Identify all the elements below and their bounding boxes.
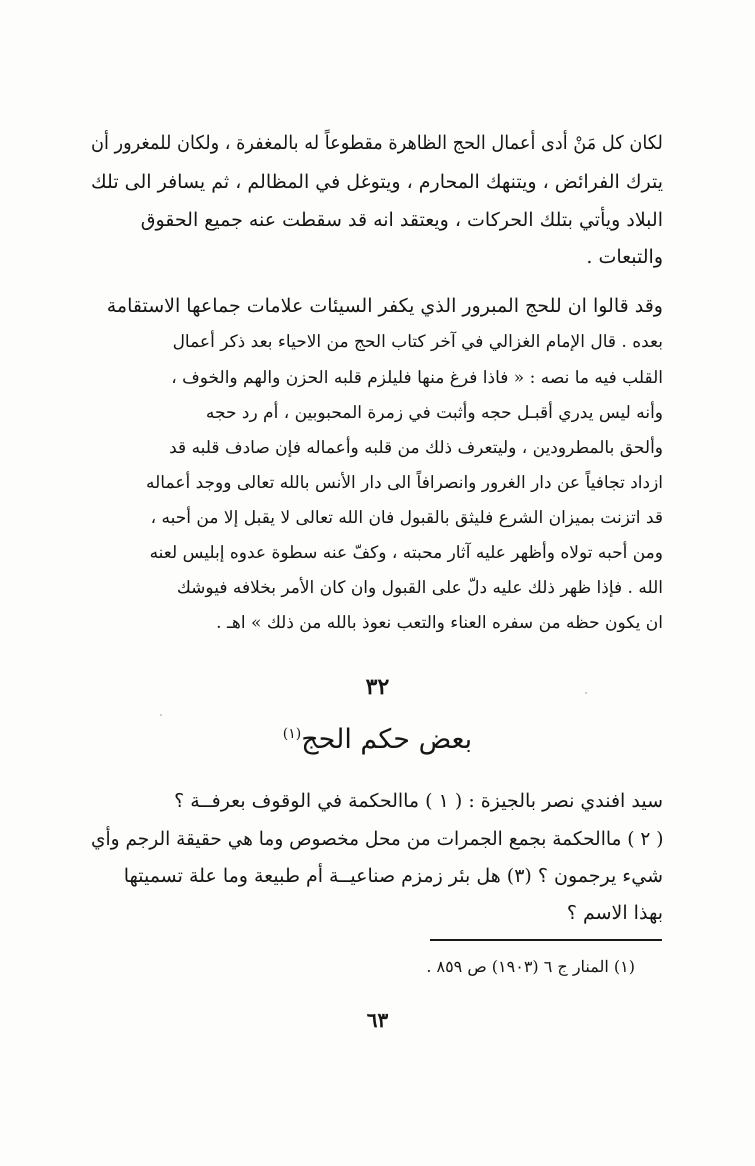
paragraph-3-line-3: شيء يرجمون ؟ (٣) هل بئر زمزم صناعيــة أم طبيعة وما علة تسميتها: [123, 865, 663, 887]
paragraph-1-line-2: يترك الفرائض ، ويتنهك المحارم ، ويتوغل في المظالم ، ثم يسافر الى تلك: [91, 171, 663, 193]
page-number: ٦٣: [366, 1008, 389, 1032]
paragraph-2-line-2: بعده . قال الإمام الغزالي في آخر كتاب الحج من الاحياء بعد ذكر أعمال: [172, 332, 663, 352]
section-number: ٣٢: [365, 674, 390, 700]
paragraph-2-line-7: قد اتزنت بميزان الشرع فليثق بالقبول فان الله تعالى لا يقبل إلا من أحبه ،: [150, 508, 663, 528]
paragraph-3-line-2: ( ٢ ) ماالحكمة بجمع الجمرات من محل مخصوص وما هي حقيقة الرجم وأي: [90, 828, 663, 850]
paragraph-2-line-5: وألحق بالمطرودين ، وليتعرف ذلك من قلبه وأعماله فإن صادف قلبه قد: [169, 438, 663, 458]
section-title-wrap: [0, 724, 755, 755]
paragraph-3-line-4: بهذا الاسم ؟: [566, 902, 663, 924]
scan-speck: [160, 714, 162, 716]
paragraph-1-line-3: البلاد ويأتي بتلك الحركات ، ويعتقد انه قد سقطت عنه جميع الحقوق: [140, 209, 663, 231]
paragraph-2-line-9: الله . فإذا ظهر ذلك عليه دلّ على القبول وان كان الأمر بخلافه فيوشك: [176, 578, 663, 598]
section-title-footnote-marker: (١): [282, 726, 302, 742]
paragraph-2-line-6: ازداد تجافياً عن دار الغرور وانصرافاً الى دار الأنس بالله تعالى ووجد أعماله: [146, 473, 663, 493]
paragraph-2-line-4: وأنه ليس يدري أقبـل حجه وأثبت في زمرة المحبوبين ، أم رد حجه: [205, 403, 663, 423]
paragraph-2-line-3: القلب فيه ما نصه : « فاذا فرغ منها فليلزم قلبه الحزن والهم والخوف ،: [171, 368, 663, 388]
paragraph-3-line-1: سيد افندي نصر بالجيزة : ( ١ ) ماالحكمة في الوقوف بعرفــة ؟: [174, 790, 663, 812]
paragraph-2-line-10: ان يكون حظه من سفره العناء والتعب نعوذ بالله من ذلك » اهـ .: [216, 613, 663, 633]
paragraph-1-line-1: لكان كل مَنْ أدى أعمال الحج الظاهرة مقطوعاً له بالمغفرة ، ولكان للمغرور أن: [91, 132, 663, 154]
scan-speck: [585, 692, 587, 694]
footnote-divider: [430, 939, 662, 941]
paragraph-2-line-1: وقد قالوا ان للحج المبرور الذي يكفر السيئات علامات جماعها الاستقامة: [106, 295, 663, 317]
section-title: بعض حكم الحج: [301, 724, 473, 755]
footnote: (١) المنار ج ٦ (١٩٠٣) ص ٨٥٩ .: [426, 957, 635, 976]
paragraph-1-line-4: والتبعات .: [586, 246, 663, 268]
paragraph-2-line-8: ومن أحبه تولاه وأظهر عليه آثار محبته ، وكفّ عنه سطوة عدوه إبليس لعنه: [149, 543, 663, 563]
